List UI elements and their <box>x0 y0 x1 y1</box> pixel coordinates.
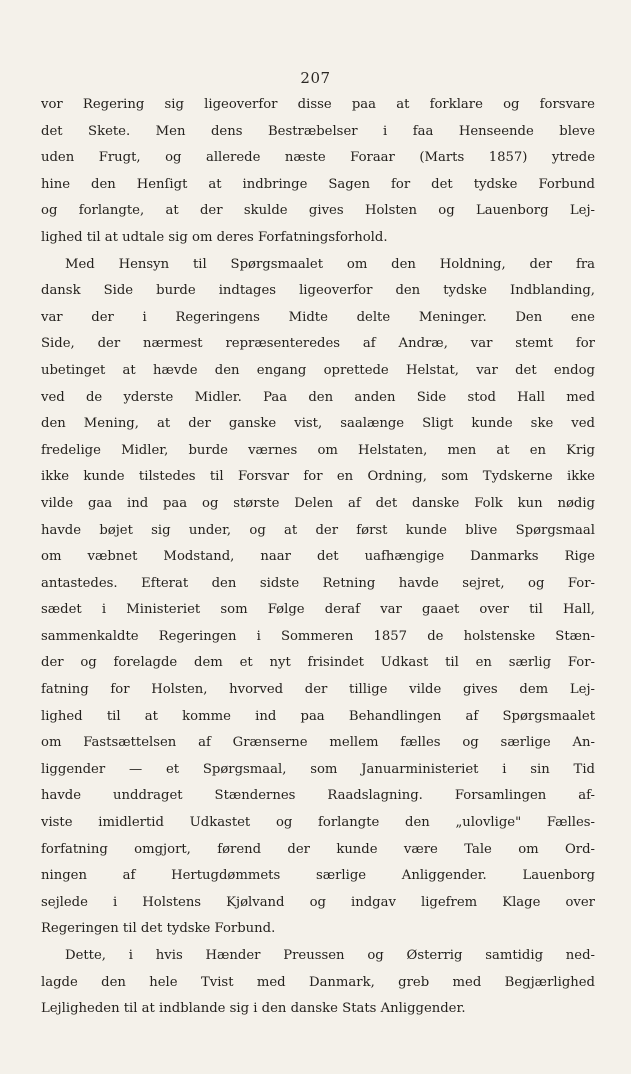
text-line: det Skete. Men dens Bestræbelser i faa Henseende bleve <box>41 123 595 139</box>
text-line: viste imidlertid Udkastet og forlangte den „ulovlige" Fælles- <box>41 815 595 831</box>
text-line: ved de yderste Midler. Paa den anden Side stod Hall med <box>41 389 595 405</box>
text-line: Regeringen til det tydske Forbund. <box>41 921 276 937</box>
text-line: om væbnet Modstand, naar det uafhængige Danmarks Rige <box>41 549 595 565</box>
text-line: havde unddraget Stændernes Raadslagning. Forsamlingen af- <box>41 788 595 804</box>
page-number: 207 <box>300 69 331 87</box>
text-line: uden Frugt, og allerede næste Foraar (Marts 1857) ytrede <box>41 150 595 166</box>
text-line: antastedes. Efterat den sidste Retning havde sejret, og For- <box>41 575 595 591</box>
text-line: vor Regering sig ligeoverfor disse paa at forklare og forsvare <box>41 97 595 112</box>
text-line: Dette, i hvis Hænder Preussen og Østerrig samtidig ned- <box>65 948 595 963</box>
text-line: var der i Regeringens Midte delte Meninger. Den ene <box>41 309 595 325</box>
text-line: havde bøjet sig under, og at der først kunde blive Spørgsmaal <box>41 522 595 538</box>
text-line: der og forelagde dem et nyt frisindet Udkast til en særlig For- <box>41 655 595 671</box>
text-line: sammenkaldte Regeringen i Sommeren 1857 de holstenske Stæn- <box>41 628 595 644</box>
text-line: og forlangte, at der skulde gives Holsten og Lauenborg Lej- <box>41 203 595 219</box>
text-line: fredelige Midler, burde værnes om Helstaten, men at en Krig <box>41 442 595 458</box>
text-line: ningen af Hertugdømmets særlige Anliggender. Lauenborg <box>41 868 595 884</box>
text-line: sejlede i Holstens Kjølvand og indgav ligefrem Klage over <box>41 894 595 910</box>
text-line: hine den Henſigt at indbringe Sagen for det tydske Forbund <box>41 176 595 192</box>
text-line: ubetinget at hævde den engang oprettede Helstat, var det endog <box>41 362 595 378</box>
text-line: lagde den hele Tvist med Danmark, greb med Begjærlighed <box>41 974 595 990</box>
text-line: den Mening, at der ganske vist, saalænge Sligt kunde ske ved <box>41 416 595 432</box>
text-line: Med Hensyn til Spørgsmaalet om den Holdning, der fra <box>65 256 595 272</box>
text-line: lighed til at udtale sig om deres Forfatningsforhold. <box>41 229 388 245</box>
text-line: forfatning omgjort, førend der kunde være Tale om Ord- <box>41 841 595 857</box>
text-line: vilde gaa ind paa og største Delen af det danske Folk kun nødig <box>41 495 595 511</box>
text-line: fatning for Holsten, hvorved der tillige vilde gives dem Lej- <box>41 682 595 698</box>
text-line: om Fastsættelsen af Grænserne mellem fælles og særlige An- <box>41 735 595 751</box>
text-line: dansk Side burde indtages ligeoverfor den tydske Indblanding, <box>41 283 595 299</box>
text-line: liggender — et Spørgsmaal, som Januarministeriet i sin Tid <box>41 761 595 777</box>
text-line: ikke kunde tilstedes til Forsvar for en Ordning, som Tydskerne ikke <box>41 469 595 485</box>
text-line: lighed til at komme ind paa Behandlingen af Spørgsmaalet <box>41 708 595 724</box>
text-line: sædet i Ministeriet som Følge deraf var gaaet over til Hall, <box>41 602 595 618</box>
body-text <box>41 92 595 1023</box>
text-line: Side, der nærmest repræsenteredes af Andræ, var stemt for <box>41 336 595 352</box>
text-line: Lejligheden til at indblande sig i den danske Stats Anliggender. <box>41 1001 466 1017</box>
